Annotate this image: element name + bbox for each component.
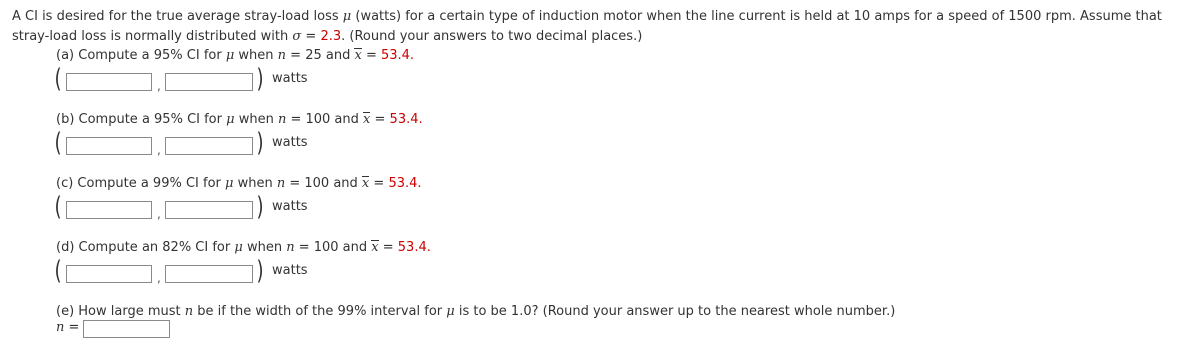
sigma-value: 2.3 xyxy=(320,29,342,44)
unit-label: watts xyxy=(272,199,308,214)
upper-bound-input[interactable] xyxy=(165,137,253,155)
interval-answer xyxy=(54,128,423,158)
part-c xyxy=(56,175,422,222)
question-text: (b) Compute a 95% CI for xyxy=(56,112,227,127)
lower-bound-input[interactable] xyxy=(66,201,152,219)
intro-text: A CI is desired for the true average stray-load loss xyxy=(12,9,343,24)
part-a xyxy=(56,47,414,94)
mu-symbol: μ xyxy=(446,304,455,319)
xbar-value: 53.4. xyxy=(388,176,422,191)
upper-bound-input[interactable] xyxy=(165,265,253,283)
n-symbol: n xyxy=(56,320,65,335)
question-text: when xyxy=(234,112,278,127)
problem-statement xyxy=(12,7,1192,47)
right-paren: ) xyxy=(256,64,264,94)
equals: = xyxy=(301,29,321,44)
question-text: = xyxy=(378,240,398,255)
part-e-question xyxy=(56,303,895,321)
unit-label: watts xyxy=(272,263,308,278)
unit-label: watts xyxy=(272,135,308,150)
upper-bound-input[interactable] xyxy=(165,73,253,91)
question-text: = xyxy=(370,112,390,127)
n-symbol: n xyxy=(276,176,286,191)
intro-text: . (Round your answers to two decimal places.) xyxy=(341,29,643,44)
question-text: = 100 and xyxy=(285,176,362,191)
mu-symbol: μ xyxy=(225,48,235,63)
left-paren: ( xyxy=(54,256,62,286)
n-symbol: n xyxy=(277,112,287,127)
lower-bound-input[interactable] xyxy=(66,265,152,283)
comma: , xyxy=(157,143,161,157)
upper-bound-input[interactable] xyxy=(165,201,253,219)
n-symbol: n xyxy=(277,48,287,63)
part-question xyxy=(56,175,422,193)
left-paren: ( xyxy=(54,192,62,222)
equals: = xyxy=(64,320,80,335)
question-text: (e) How large must xyxy=(56,304,185,319)
xbar-value: 53.4. xyxy=(380,48,415,63)
question-text: = 100 and xyxy=(286,112,364,127)
intro-text: (watts) for a certain type of induction motor when the line current is held at 10 amps for a speed of 1500 rpm. Assume that stray-load loss is normally distributed with xyxy=(12,9,1162,44)
sample-size-input[interactable] xyxy=(83,320,170,338)
question-text: be if the width of the 99% interval for xyxy=(193,304,447,319)
interval-answer xyxy=(54,256,431,286)
lower-bound-input[interactable] xyxy=(66,137,152,155)
xbar-value: 53.4. xyxy=(397,240,431,255)
question-text: = 100 and xyxy=(294,240,372,255)
n-symbol: n xyxy=(184,304,194,319)
part-question xyxy=(56,111,423,129)
part-question xyxy=(56,47,414,65)
question-text: = xyxy=(369,176,389,191)
question-text: (a) Compute a 95% CI for xyxy=(56,48,226,63)
question-text: = xyxy=(361,48,381,63)
comma: , xyxy=(157,271,161,285)
xbar-symbol: x xyxy=(361,176,370,191)
left-paren: ( xyxy=(54,64,62,94)
right-paren: ) xyxy=(256,256,264,286)
comma: , xyxy=(157,207,161,221)
interval-answer xyxy=(54,64,414,94)
question-text: (c) Compute a 99% CI for xyxy=(56,176,226,191)
xbar-symbol: x xyxy=(371,240,379,255)
xbar-symbol: x xyxy=(354,48,362,63)
question-text: is to be 1.0? (Round your answer up to the nearest whole number.) xyxy=(454,304,896,319)
part-d xyxy=(56,239,431,286)
question-text: when xyxy=(242,240,287,255)
left-paren: ( xyxy=(54,128,62,158)
sigma-symbol: σ xyxy=(292,29,302,44)
comma: , xyxy=(157,79,161,93)
mu-symbol: μ xyxy=(234,240,243,255)
question-text: = 25 and xyxy=(286,48,355,63)
xbar-symbol: x xyxy=(363,112,371,127)
question-text: when xyxy=(234,48,278,63)
mu-symbol: μ xyxy=(226,112,235,127)
mu-symbol: μ xyxy=(342,9,352,24)
unit-label: watts xyxy=(272,71,308,86)
n-symbol: n xyxy=(286,240,295,255)
lower-bound-input[interactable] xyxy=(66,73,152,91)
question-text: (d) Compute an 82% CI for xyxy=(56,240,235,255)
part-question xyxy=(56,239,431,257)
interval-answer xyxy=(54,192,422,222)
right-paren: ) xyxy=(256,128,264,158)
question-text: when xyxy=(233,176,277,191)
n-label xyxy=(56,320,79,335)
mu-symbol: μ xyxy=(225,176,234,191)
right-paren: ) xyxy=(256,192,264,222)
part-b xyxy=(56,111,423,158)
xbar-value: 53.4. xyxy=(389,112,423,127)
